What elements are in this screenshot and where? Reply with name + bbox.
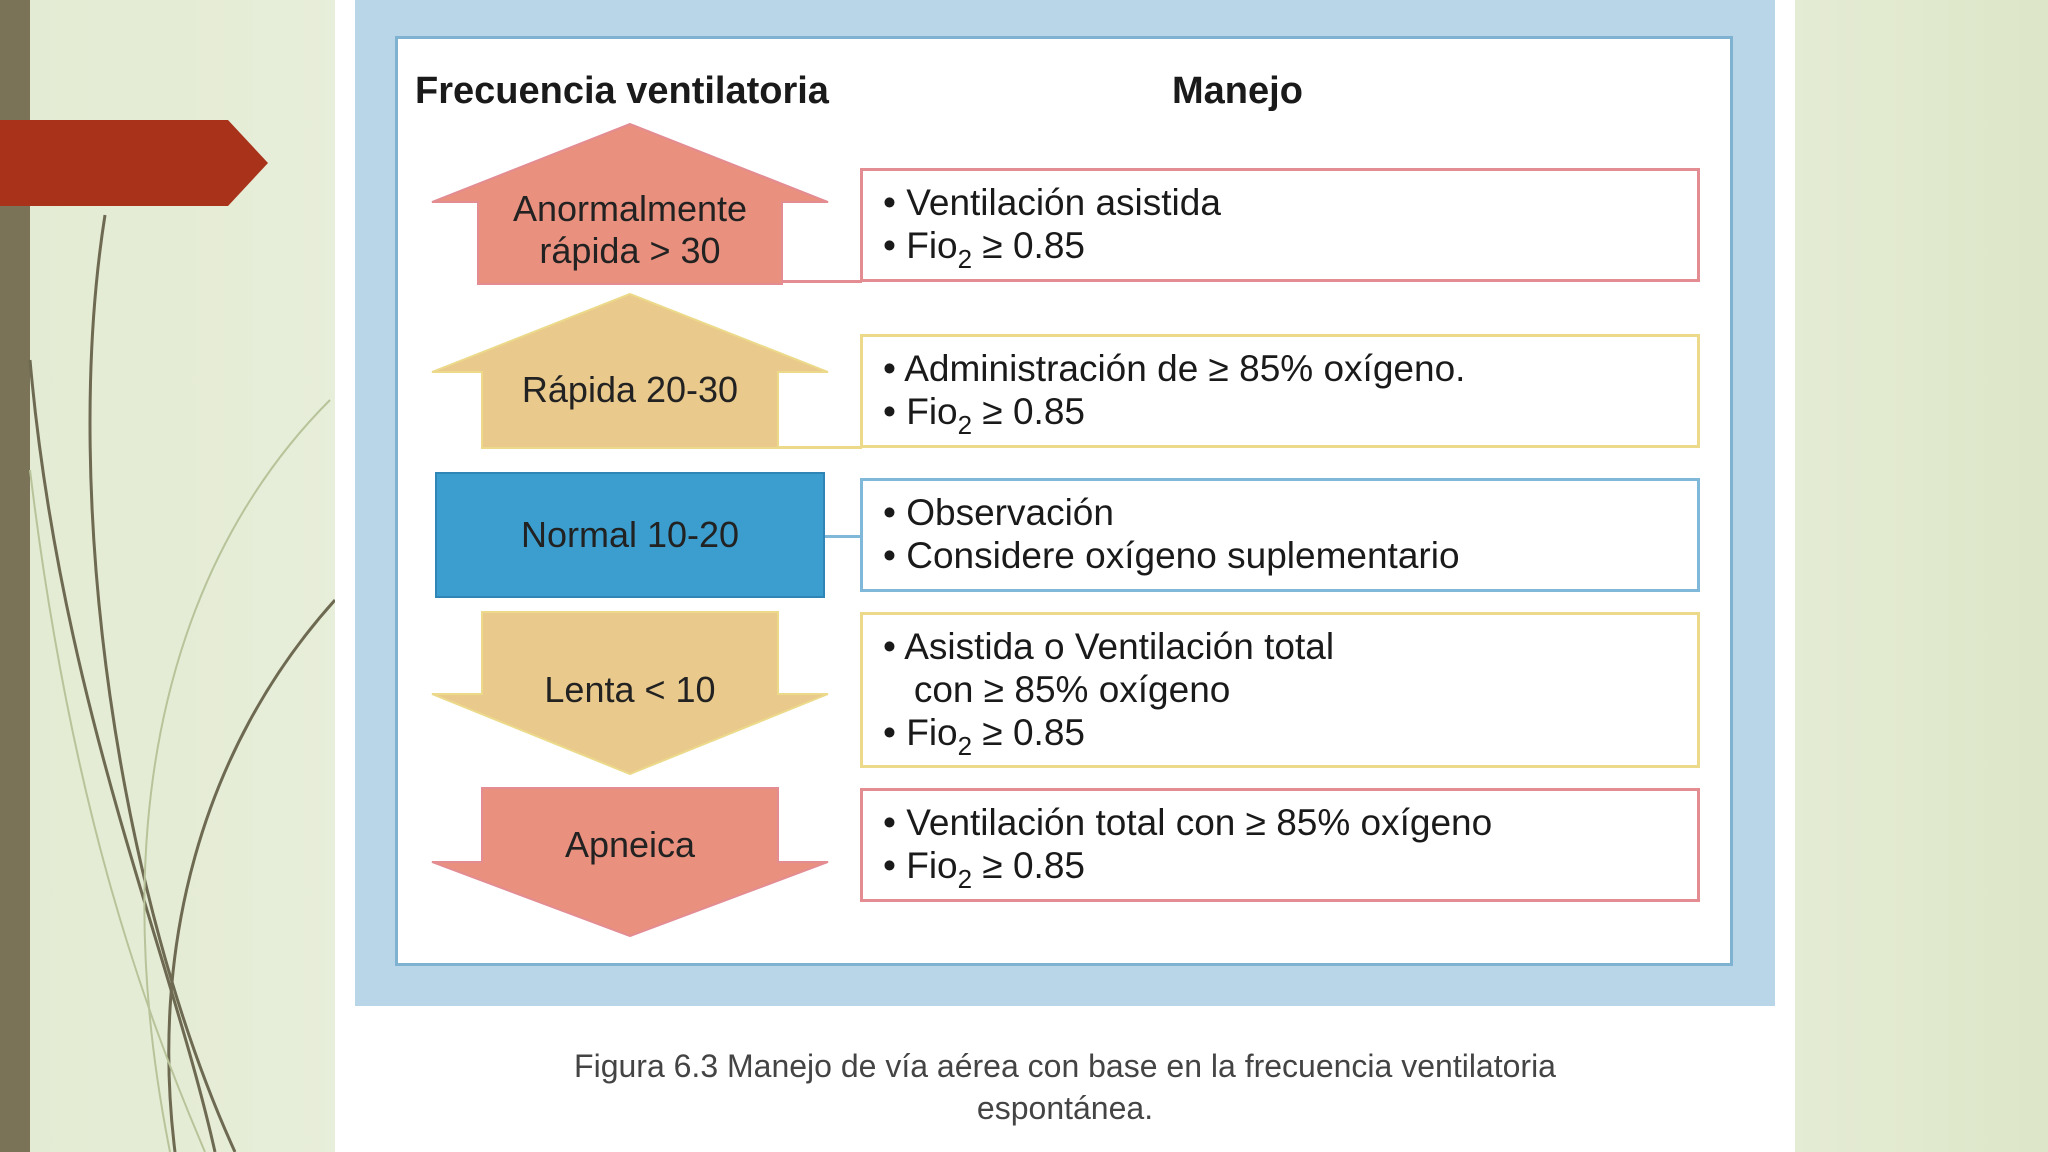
column-header-frequency: Frecuencia ventilatoria xyxy=(415,70,829,112)
management-box-row1: • Ventilación asistida • Fio$_2$ ≥ 0.85 xyxy=(860,168,1700,282)
condition-label-row1: Anormalmente rápida > 30 xyxy=(512,188,748,271)
management-box-row3: • Observación • Considere oxígeno suplementario xyxy=(860,478,1700,592)
condition-label-row4: Lenta < 10 xyxy=(544,669,716,710)
management-box-row5: • Ventilación total con ≥ 85% oxígeno • Fio$_2$ ≥ 0.85 xyxy=(860,788,1700,902)
condition-label-row3: Normal 10-20 xyxy=(435,472,825,598)
condition-label-row5: Apneica xyxy=(564,824,696,865)
management-box-row4: • Asistida o Ventilación total con ≥ 85% oxígeno • Fio$_2$ ≥ 0.85 xyxy=(860,612,1700,768)
management-box-row2: • Administración de ≥ 85% oxígeno. • Fio$_2$ ≥ 0.85 xyxy=(860,334,1700,448)
title-accent-arrow xyxy=(0,120,270,206)
connector-row1 xyxy=(782,280,862,283)
connector-row3 xyxy=(825,535,862,538)
column-header-management: Manejo xyxy=(1172,70,1303,112)
connector-row2 xyxy=(778,446,862,449)
figure-caption: Figura 6.3 Manejo de vía aérea con base en la frecuencia ventilatoria espontánea. xyxy=(574,1048,1556,1126)
condition-label-row2: Rápida 20-30 xyxy=(521,369,739,410)
